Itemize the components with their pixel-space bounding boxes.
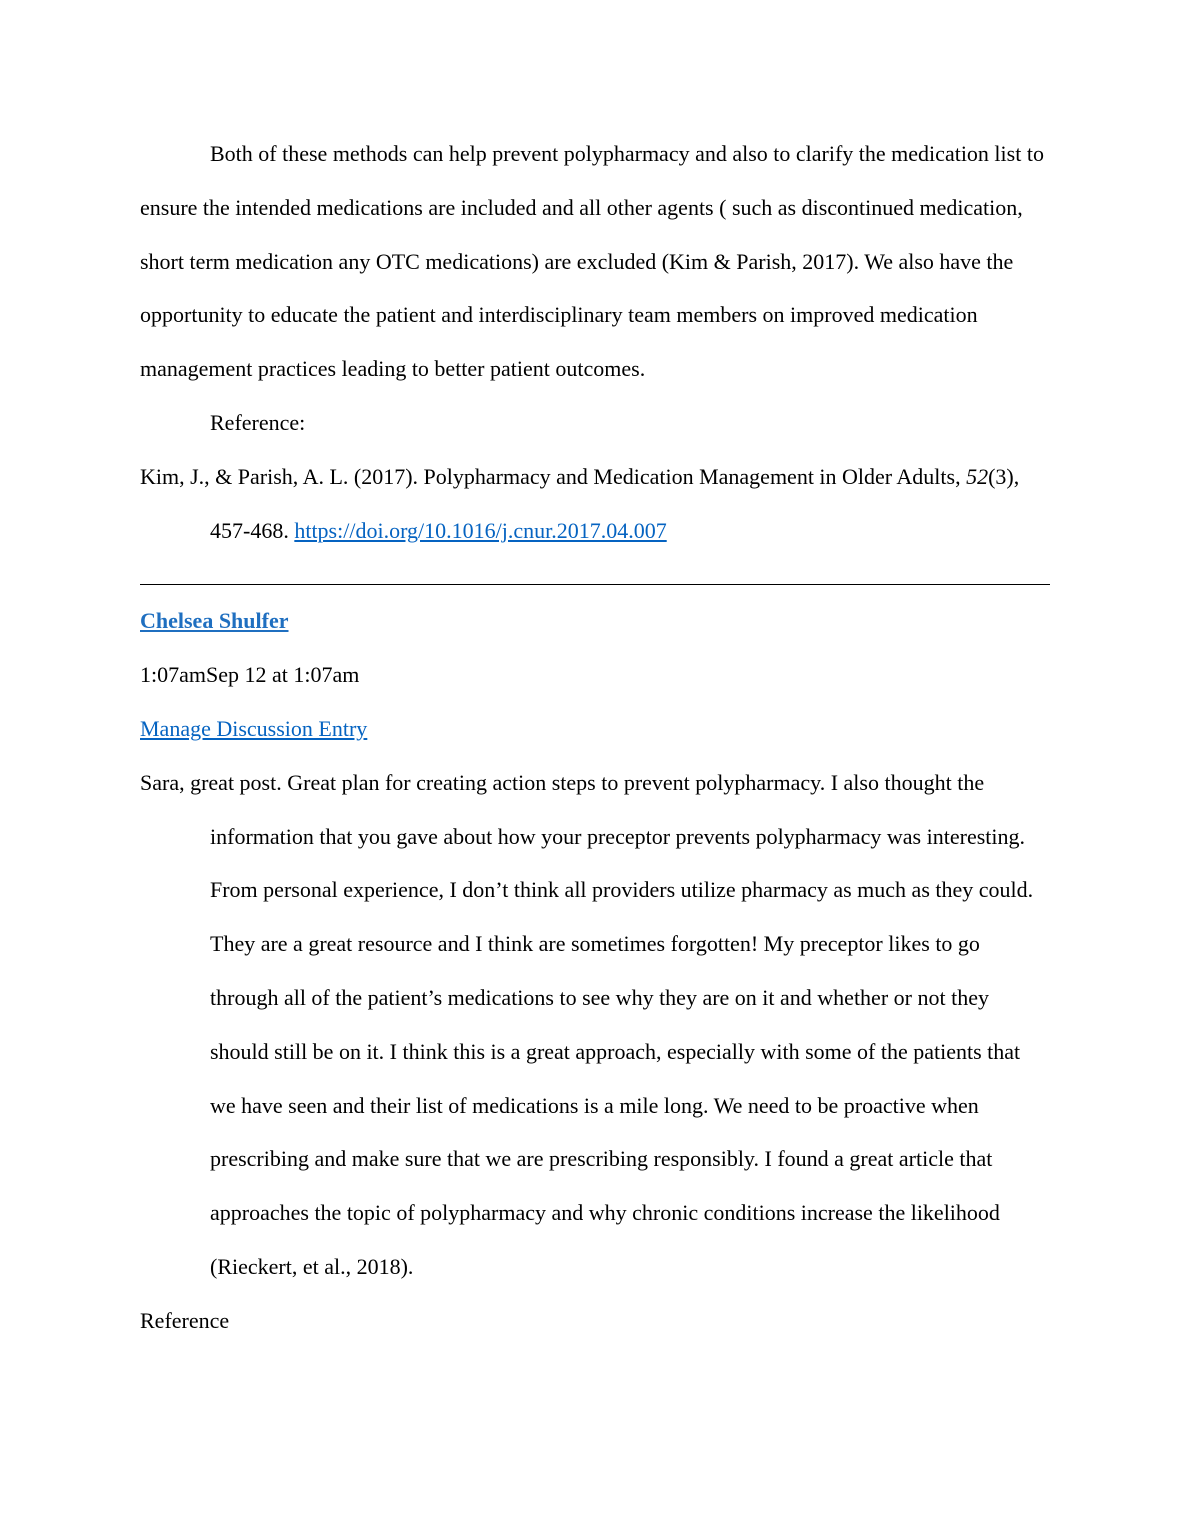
manage-discussion-entry-link[interactable]: Manage Discussion Entry (140, 715, 368, 741)
citation-volume: 52 (966, 463, 989, 489)
reference-heading: Reference: (210, 409, 306, 435)
doi-link[interactable]: https://doi.org/10.1016/j.cnur.2017.04.007 (294, 517, 667, 543)
post-divider (140, 584, 1050, 585)
document-page (140, 127, 1050, 1348)
author-line (140, 594, 1050, 648)
citation-issue-pages: (3), 457-468. (210, 463, 1020, 543)
reference-citation (140, 450, 1050, 558)
reply-reference-heading: Reference (140, 1307, 230, 1333)
post-paragraph: Both of these methods can help prevent polypharmacy and also to clarify the medication list to ensure the intended medications are included and all other agents ( such as discontinued medication, short term medication any OTC medications) are excluded (Kim & Parish, 2017). We also have the opportunity to educate the patient and interdisciplinary team members on improved medication management practices leading to better patient outcomes. (140, 141, 1044, 382)
author-name-link[interactable]: Chelsea Shulfer (140, 608, 289, 634)
manage-line (140, 702, 1050, 756)
post-timestamp: 1:07amSep 12 at 1:07am (140, 662, 360, 688)
reply-body: Sara, great post. Great plan for creating action steps to prevent polypharmacy. I also thought the information that you gave about how your preceptor prevents polypharmacy was interesting. From personal experience, I don’t think all providers utilize pharmacy as much as they could. They are a great resource and I think are sometimes forgotten! My preceptor likes to go through all of the patient’s medications to see why they are on it and whether or not they should still be on it. I think this is a great approach, especially with some of the patients that we have seen and their list of medications is a mile long. We need to be proactive when prescribing and make sure that we are prescribing responsibly. I found a great article that approaches the topic of polypharmacy and why chronic conditions increase the likelihood (Rieckert, et al., 2018). (140, 769, 1034, 1279)
citation-authors-title: Kim, J., & Parish, A. L. (2017). Polypharmacy and Medication Management in Older Adults, (140, 463, 967, 489)
